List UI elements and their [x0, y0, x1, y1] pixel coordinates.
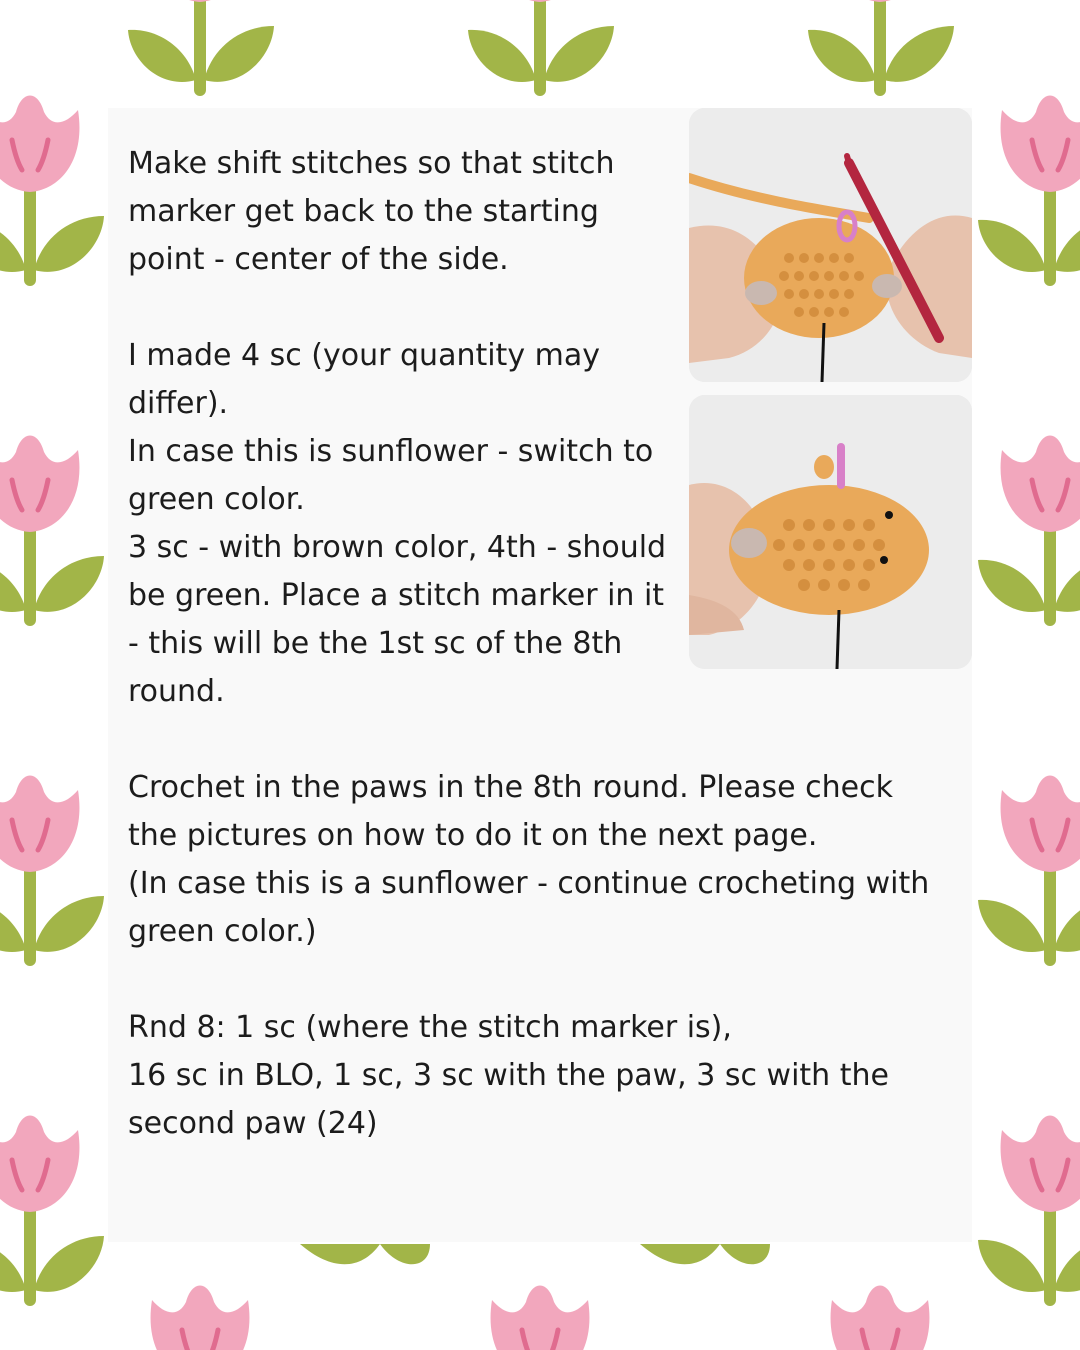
instruction-brown-green: 3 sc - with brown color, 4th - should be green. Place a stitch marker in it - this will be the 1st sc of the 8th round. [128, 530, 667, 709]
instruction-paws: Crochet in the paws in the 8th round. Please check the pictures on how to do it on the next page. [128, 770, 893, 853]
instruction-sunflower-switch: In case this is sunflower - switch to green color. [128, 434, 654, 517]
instruction-sunflower-continue: (In case this is a sunflower - continue crocheting with green color.) [128, 866, 930, 949]
photo-hook-in-stitches [689, 108, 972, 382]
crochet-photo-marker-icon [689, 395, 972, 669]
photo-stitch-marker-placed [689, 395, 972, 669]
instruction-shift-stitches: Make shift stitches so that stitch marker get back to the starting point - center of the side. [128, 146, 615, 277]
instruction-quantity: I made 4 sc (your quantity may differ). [128, 338, 600, 421]
instruction-rnd8-line1: Rnd 8: 1 sc (where the stitch marker is), [128, 1010, 732, 1045]
crochet-photo-hook-icon [689, 108, 972, 382]
instruction-rnd8-line2: 16 sc in BLO, 1 sc, 3 sc with the paw, 3 sc with the second paw (24) [128, 1058, 889, 1141]
